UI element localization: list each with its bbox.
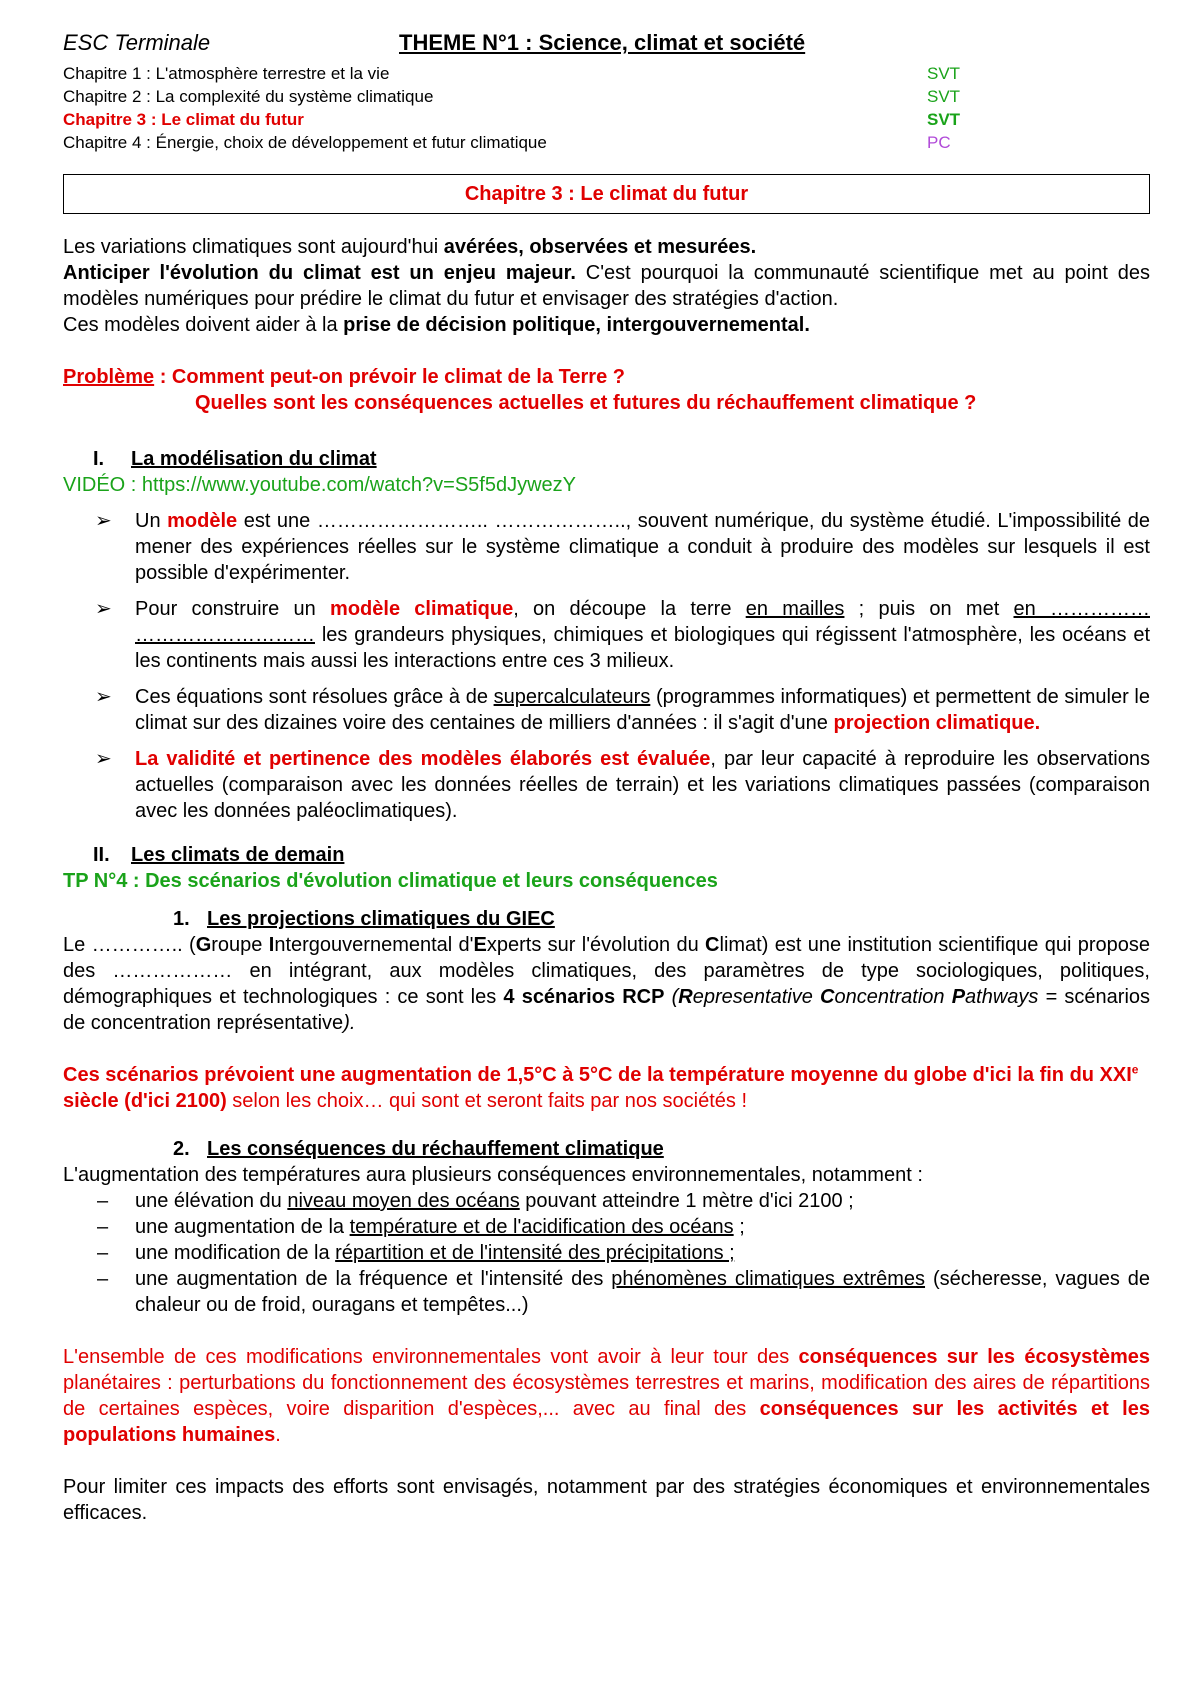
chapter-subject: SVT	[927, 110, 961, 129]
consequences-intro: L'augmentation des températures aura plusieurs conséquences environnementales, notamment :	[63, 1164, 923, 1186]
item-text: , on découpe la terre	[513, 598, 746, 620]
document-page	[63, 28, 1150, 1526]
item-underlined: supercalculateurs	[493, 686, 651, 708]
dash-bullet-icon: –	[97, 1190, 109, 1212]
section-number: I.	[93, 448, 105, 470]
list-item	[63, 596, 1150, 674]
arrow-bullet-icon: ➢	[95, 686, 112, 708]
chapter-label: Chapitre 1 : L'atmosphère terrestre et la vie	[63, 64, 390, 83]
intro-text: Les variations climatiques sont aujourd'hui	[63, 236, 444, 258]
theme-title: THEME N°1 : Science, climat et société	[399, 30, 806, 55]
subsection-1-heading	[63, 906, 1150, 932]
item-underlined: en …………… ………………………	[135, 598, 1150, 646]
chapter-row-3-current	[63, 108, 1150, 131]
scenario-statement: Ces scénarios prévoient une augmentation de 1,5°C à 5°C de la température moyenne du globe d'ici la fin du XXIe siècle (d'ici 2100) selon les choix… qui sont et seront faits par nos sociétés !	[63, 1062, 1139, 1112]
item-text: (programmes informatiques) et permettent de simuler le climat sur des dizaines voire des centaines de milliers d'années : il s'agit d'une	[135, 686, 1150, 734]
item-text: Un	[135, 510, 168, 532]
chapter-title-box: Chapitre 3 : Le climat du futur	[63, 174, 1150, 214]
section-1-heading	[63, 446, 1150, 472]
subsection-number: 2.	[173, 1138, 190, 1160]
chapter-label: Chapitre 3 : Le climat du futur	[63, 110, 304, 129]
dash-bullet-icon: –	[97, 1242, 109, 1264]
item-text: les grandeurs physiques, chimiques et biologiques qui régissent l'atmosphère, les océans et les continents mais aussi les interactions entre ces 3 milieux.	[135, 624, 1150, 672]
intro-emphasis: avérées, observées et mesurées.	[443, 236, 757, 258]
consequences-list	[63, 1188, 1150, 1318]
item-underlined: en mailles	[745, 598, 845, 620]
list-item: – une augmentation de la fréquence et l'intensité des phénomènes climatiques extrêmes (sécheresse, vagues de chaleur ou de froid, ouragans et tempêtes...)	[97, 1268, 1150, 1316]
item-text: , par leur capacité à reproduire les observations actuelles (comparaison avec les données réelles de terrain) et les variations climatiques passées (comparaison avec les données paléoclimatiques).	[135, 748, 1151, 822]
arrow-bullet-icon: ➢	[95, 598, 112, 620]
intro-text: Ces modèles doivent aider à la	[63, 314, 344, 336]
chapter-row-4	[63, 131, 1150, 154]
subsection-number: 1.	[173, 908, 190, 930]
chapter-label: Chapitre 4 : Énergie, choix de développement et futur climatique	[63, 133, 547, 152]
item-text: Ces équations sont résolues grâce à de	[135, 686, 494, 708]
intro-paragraph	[63, 234, 1150, 338]
arrow-bullet-icon: ➢	[95, 748, 112, 770]
item-keyword: modèle	[167, 510, 238, 532]
section-title: Les climats de demain	[131, 844, 345, 866]
problem-statement	[63, 364, 1150, 416]
list-item	[63, 746, 1150, 824]
section-number: II.	[93, 844, 110, 866]
item-keyword: projection climatique.	[833, 712, 1041, 734]
page-header	[63, 28, 1150, 62]
subsection-title: Les projections climatiques du GIEC	[207, 908, 555, 930]
item-keyword: La validité et pertinence des modèles élaborés est évaluée	[135, 748, 711, 770]
arrow-bullet-icon: ➢	[95, 510, 112, 532]
list-item: – une modification de la répartition et de l'intensité des précipitations ;	[97, 1242, 735, 1264]
chapter-subject: PC	[927, 133, 951, 152]
dash-bullet-icon: –	[97, 1216, 109, 1238]
school-label: ESC Terminale	[63, 30, 211, 55]
list-item	[63, 508, 1150, 586]
final-paragraph: Pour limiter ces impacts des efforts sont envisagés, notamment par des stratégies économiques et environnementales efficaces.	[63, 1476, 1150, 1524]
dash-bullet-icon: –	[97, 1268, 109, 1290]
giec-paragraph: Le ………….. (Groupe Intergouvernemental d'Experts sur l'évolution du Climat) est une institution scientifique qui propose des ……………… en intégrant, aux modèles climatiques, des paramètres de type sociologiques, politiques, démographiques et technologiques : ce sont les 4 scénarios RCP (Representative Concentration Pathways = scénarios de concentration représentative).	[63, 934, 1151, 1034]
chapter-subject: SVT	[927, 64, 961, 83]
item-keyword: modèle climatique	[330, 598, 514, 620]
ecosystem-consequences: L'ensemble de ces modifications environnementales vont avoir à leur tour des conséquences sur les écosystèmes planétaires : perturbations du fonctionnement des écosystèmes terrestres et marins, modification des aires de répartitions de certaines espèces, voire disparition d'espèces,... avec au final des conséquences sur les activités et les populations humaines.	[63, 1346, 1151, 1446]
item-text: est une …………………….. ……………….., souvent numérique, du système étudié. L'impossibilité de mener des expériences réelles sur le système climatique a conduit à produire des modèles sur lesquels il est possible d'expérimenter.	[135, 510, 1151, 584]
problem-label: Problème	[63, 366, 155, 388]
chapter-row-2	[63, 85, 1150, 108]
problem-question-2: Quelles sont les conséquences actuelles et futures du réchauffement climatique ?	[195, 392, 977, 414]
intro-emphasis: Anticiper l'évolution du climat est un enjeu majeur.	[63, 262, 576, 284]
chapter-list	[63, 62, 1150, 154]
tp-title: TP N°4 : Des scénarios d'évolution climatique et leurs conséquences	[63, 870, 718, 892]
intro-emphasis: prise de décision politique, intergouvernemental.	[343, 314, 810, 336]
subsection-title: Les conséquences du réchauffement climatique	[207, 1138, 664, 1160]
chapter-subject: SVT	[927, 87, 961, 106]
list-item: – une augmentation de la température et de l'acidification des océans ;	[97, 1216, 745, 1238]
item-text: Pour construire un	[135, 598, 331, 620]
subsection-2-heading	[63, 1136, 1150, 1162]
chapter-row-1	[63, 62, 1150, 85]
item-text: ; puis on met	[844, 598, 1014, 620]
list-item	[63, 684, 1150, 736]
video-link[interactable]: VIDÉO : https://www.youtube.com/watch?v=S5f5dJywezY	[63, 474, 577, 496]
intro-text: C'est pourquoi la communauté scientifique met au point des modèles numériques pour prédire le climat du futur et envisager des stratégies d'action.	[63, 262, 1150, 310]
section-title: La modélisation du climat	[131, 448, 377, 470]
chapter-label: Chapitre 2 : La complexité du système climatique	[63, 87, 434, 106]
list-item: – une élévation du niveau moyen des océans pouvant atteindre 1 mètre d'ici 2100 ;	[97, 1190, 854, 1212]
problem-question-1: : Comment peut-on prévoir le climat de la Terre ?	[154, 366, 625, 388]
section-2-heading	[63, 842, 1150, 868]
modelisation-list	[63, 508, 1150, 824]
